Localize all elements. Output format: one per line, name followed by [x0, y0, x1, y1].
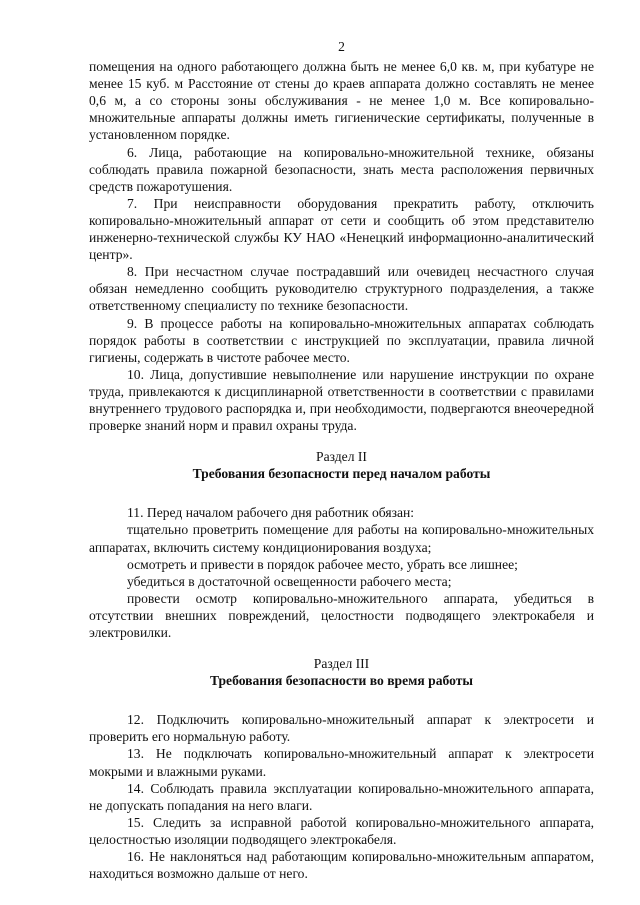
paragraph-15: 15. Следить за исправной работой копировально-множительного аппарата, целостностью изоляции подводящего электрокабеля.: [89, 814, 594, 847]
spacer: [89, 641, 594, 655]
paragraph-13: 13. Не подключать копировально-множительный аппарат к электросети мокрыми и влажными руками.: [89, 746, 594, 779]
section-3-label: Раздел III: [313, 656, 370, 672]
paragraph-11-item-tidy: осмотреть и привести в порядок рабочее место, убрать все лишнее;: [127, 556, 518, 572]
page-number: 2: [338, 39, 345, 54]
spacer: [89, 482, 594, 504]
section-3-title: Требования безопасности во время работы: [209, 673, 474, 689]
paragraph-11-item-ventilate: тщательно проветрить помещение для работы на копировально-множительных аппаратах, включить систему кондиционирования воздуха;: [89, 522, 594, 555]
paragraph-14: 14. Соблюдать правила эксплуатации копировально-множительного аппарата, не допускать попадания на него влаги.: [89, 780, 594, 813]
paragraph-5-continuation: помещения на одного работающего должна быть не менее 6,0 кв. м, при кубатуре не менее 15 куб. м Расстояние от стены до краев аппарата должно составлять не менее 0,6 м, а со стороны зоны обслуживания - не менее 1,0 м. Все копировально-множительные аппараты должны иметь гигиенические сертификаты, полученные в установленном порядке.: [89, 59, 594, 143]
paragraph-8: 8. При несчастном случае пострадавший или очевидец несчастного случая обязан немедленно сообщить руководителю структурного подразделения, а также ответственному специалисту по технике безопасности.: [89, 264, 594, 314]
paragraph-16: 16. Не наклоняться над работающим копировально-множительным аппаратом, находиться возможно дальше от него.: [89, 849, 594, 882]
section-2-label: Раздел II: [316, 449, 367, 465]
spacer: [89, 434, 594, 448]
section-2-title: Требования безопасности перед началом работы: [192, 466, 491, 482]
paragraph-9: 9. В процессе работы на копировально-множительных аппаратах соблюдать порядок работы в соответствии с инструкцией по эксплуатации, правила личной гигиены, содержать в чистоте рабочее место.: [89, 315, 594, 365]
paragraph-7: 7. При неисправности оборудования прекратить работу, отключить копировально-множительный аппарат от сети и сообщить об этом представителю инженерно-технической службы КУ НАО «Ненецкий информационно-аналитический центр».: [89, 195, 594, 263]
paragraph-11-item-inspect: провести осмотр копировально-множительного аппарата, убедиться в отсутствии внешних повреждений, целостности подводящего электрокабеля и электровилки.: [89, 590, 594, 640]
paragraph-12: 12. Подключить копировально-множительный аппарат к электросети и проверить его нормальную работу.: [89, 712, 594, 745]
paragraph-10: 10. Лица, допустившие невыполнение или нарушение инструкции по охране труда, привлекаются к дисциплинарной ответственности в соответствии с правилами внутреннего трудового распорядка и, при необходимости, подвергаются внеочередной проверке знаний норм и правил охраны труда.: [89, 366, 594, 434]
document-page: [89, 38, 594, 882]
paragraph-6: 6. Лица, работающие на копировально-множительной технике, обязаны соблюдать правила пожарной безопасности, знать места расположения первичных средств пожаротушения.: [89, 144, 594, 194]
paragraph-11-item-lighting: убедиться в достаточной освещенности рабочего места;: [127, 573, 452, 589]
paragraph-11: 11. Перед началом рабочего дня работник обязан:: [127, 505, 415, 521]
spacer: [89, 689, 594, 711]
